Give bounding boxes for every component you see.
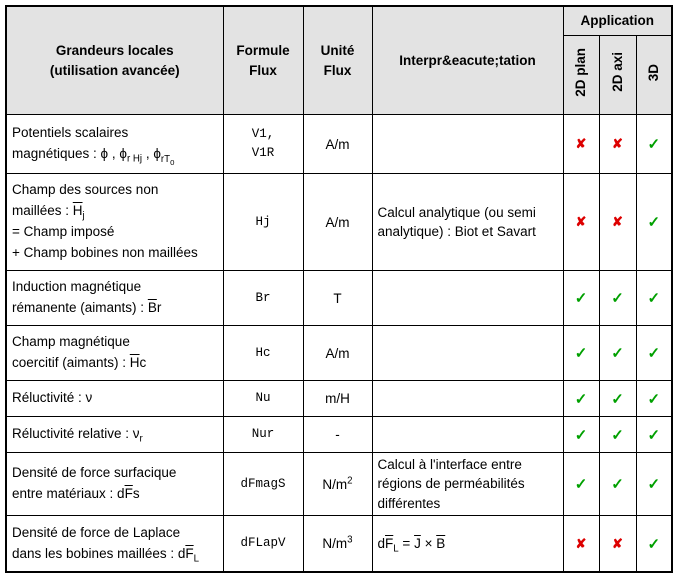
cell-interpretation: Calcul analytique (ou semi analytique) : Biot et Savart [372,174,563,271]
app-mark: ✓ [636,453,672,516]
cell-interpretation: Calcul à l'interface entre régions de perméabilités différentes [372,453,563,516]
app-mark: ✘ [563,516,599,573]
app-mark: ✓ [636,381,672,417]
cell-interpretation: $d\overline{F}_L = \overline{J} \times \overline{B}$ [372,516,563,573]
table-row-induction-remanente [6,271,672,326]
cell-grandeur: Potentiels scalaires magnétiques : ϕ , $\phi_{r Hj}$ , $\phi_{rT_0}$ [6,115,223,174]
header-2d-plan-label: 2D plan [573,47,589,97]
cell-grandeur: Réluctivité : ν [6,381,223,417]
cell-unite: $N/m^3$ [303,516,372,573]
app-mark: ✓ [599,453,636,516]
cell-formule: Hc [223,326,303,381]
app-mark: ✓ [563,326,599,381]
cell-interpretation [372,417,563,453]
cell-interpretation [372,381,563,417]
table-row-force-laplace [6,516,672,573]
app-mark: ✓ [563,453,599,516]
app-mark: ✘ [563,174,599,271]
header-2d-axi-label: 2D axi [609,52,625,93]
quantities-table [5,5,673,573]
header-interpretation: Interpr&eacute;tation [372,6,563,115]
app-mark: ✓ [636,174,672,271]
cell-formule: dFmagS [223,453,303,516]
cell-interpretation [372,115,563,174]
app-mark: ✓ [599,381,636,417]
table-row-reluctivite-relative [6,417,672,453]
cell-formule: Hj [223,174,303,271]
app-mark: ✓ [636,326,672,381]
header-unite-flux: Unité Flux [303,6,372,115]
app-mark: ✓ [636,115,672,174]
app-mark: ✓ [563,417,599,453]
table-row-champ-coercitif [6,326,672,381]
header-row-top [6,6,672,36]
cell-grandeur: Induction magnétique rémanente (aimants) : $\overline{B}r$ [6,271,223,326]
header-grandeurs-locales: Grandeurs locales (utilisation avancée) [6,6,223,115]
cell-unite: A/m [303,115,372,174]
cell-unite: T [303,271,372,326]
header-formule-flux: Formule Flux [223,6,303,115]
app-mark: ✓ [599,271,636,326]
app-mark: ✓ [599,417,636,453]
app-mark: ✓ [599,326,636,381]
table-row-potentiels-scalaires [6,115,672,174]
app-mark: ✘ [563,115,599,174]
table-row-reluctivite [6,381,672,417]
app-mark: ✓ [636,417,672,453]
cell-unite: $N/m^2$ [303,453,372,516]
header-application: Application [563,6,672,36]
cell-grandeur: Champ des sources non maillées : $\overline{H}_j$ = Champ imposé + Champ bobines non maillées [6,174,223,271]
header-3d [636,36,672,115]
table-row-force-surfacique [6,453,672,516]
cell-formule: V1, V1R [223,115,303,174]
header-3d-label: 3D [645,63,661,81]
app-mark: ✘ [599,115,636,174]
cell-grandeur: Densité de force surfacique entre matériaux : $d\overline{F}s$ [6,453,223,516]
app-mark: ✘ [599,516,636,573]
header-2d-plan [563,36,599,115]
cell-unite: A/m [303,326,372,381]
header-2d-axi [599,36,636,115]
table-row-champ-sources-non-maillees [6,174,672,271]
cell-grandeur: Réluctivité relative : $\nu_r$ [6,417,223,453]
cell-interpretation [372,271,563,326]
app-mark: ✓ [563,271,599,326]
cell-interpretation [372,326,563,381]
cell-unite: m/H [303,381,372,417]
app-mark: ✓ [636,516,672,573]
app-mark: ✘ [599,174,636,271]
cell-grandeur: Champ magnétique coercitif (aimants) : $\overline{H}c$ [6,326,223,381]
cell-formule: dFLapV [223,516,303,573]
cell-grandeur: Densité de force de Laplace dans les bobines maillées : $d\overline{F}_L$ [6,516,223,573]
app-mark: ✓ [636,271,672,326]
cell-formule: Nu [223,381,303,417]
cell-formule: Br [223,271,303,326]
cell-unite: A/m [303,174,372,271]
app-mark: ✓ [563,381,599,417]
cell-unite: - [303,417,372,453]
cell-formule: Nur [223,417,303,453]
